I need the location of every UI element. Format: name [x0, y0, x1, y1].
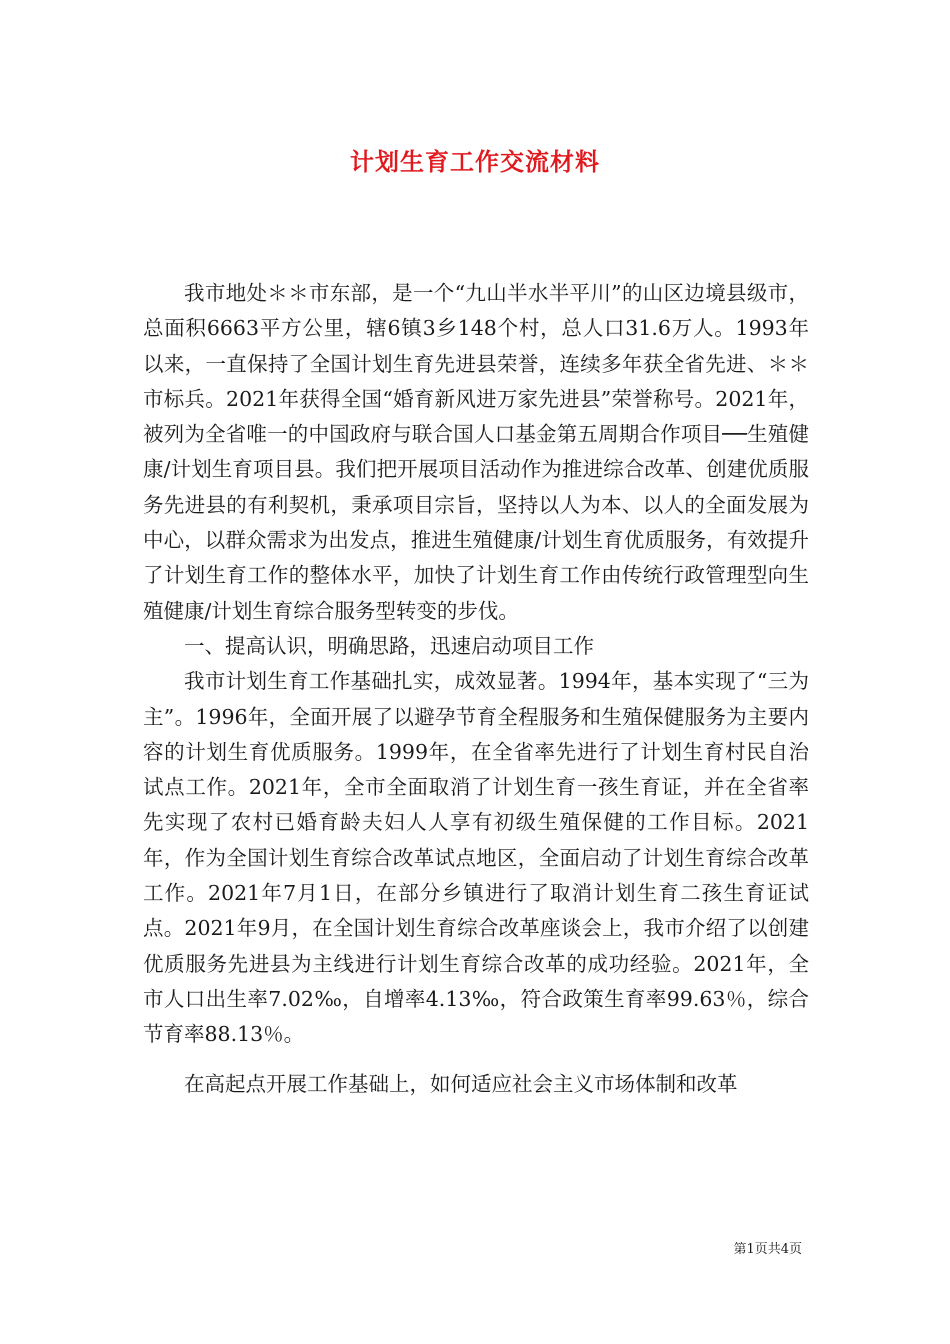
document-body: [143, 276, 809, 1102]
page-number: 第1页共4页: [733, 1242, 802, 1257]
document-title: 计划生育工作交流材料: [350, 147, 600, 177]
paragraph-section-1: 我市计划生育工作基础扎实，成效显著。1994年，基本实现了“三为主”。1996年，全面开展了以避孕节育全程服务和生殖保健服务为主要内容的计划生育优质服务。1999年，在全省率先进行了计划生育村民自治试点工作。2021年，全市全面取消了计划生育一孩生育证，并在全省率先实现了农村已婚育龄夫妇人人享有初级生殖保健的工作目标。2021年，作为全国计划生育综合改革试点地区，全面启动了计划生育综合改革工作。2021年7月1日，在部分乡镇进行了取消计划生育二孩生育证试点。2021年9月，在全国计划生育综合改革座谈会上，我市介绍了以创建优质服务先进县为主线进行计划生育综合改革的成功经验。2021年，全市人口出生率7.02‰，自增率4.13‰，符合政策生育率99.63％，综合节育率88.13％。: [143, 669, 809, 1047]
paragraph-continuation: 在高起点开展工作基础上，如何适应社会主义市场体制和改革: [184, 1071, 738, 1096]
section-heading-1: 一、提高认识，明确思路，迅速启动项目工作: [184, 633, 594, 658]
paragraph-intro: 我市地处＊＊市东部，是一个“九山半水半平川”的山区边境县级市，总面积6663平方公里，辖6镇3乡148个村，总人口31.6万人。1993年以来，一直保持了全国计划生育先进县荣誉，连续多年获全省先进、＊＊市标兵。2021年获得全国“婚育新风进万家先进县”荣誉称号。2021年，被列为全省唯一的中国政府与联合国人口基金第五周期合作项目──生殖健康/计划生育项目县。我们把开展项目活动作为推进综合改革、创建优质服务先进县的有利契机，秉承项目宗旨，坚持以人为本、以人的全面发展为中心，以群众需求为出发点，推进生殖健康/计划生育优质服务，有效提升了计划生育工作的整体水平，加快了计划生育工作由传统行政管理型向生殖健康/计划生育综合服务型转变的步伐。: [143, 281, 809, 623]
